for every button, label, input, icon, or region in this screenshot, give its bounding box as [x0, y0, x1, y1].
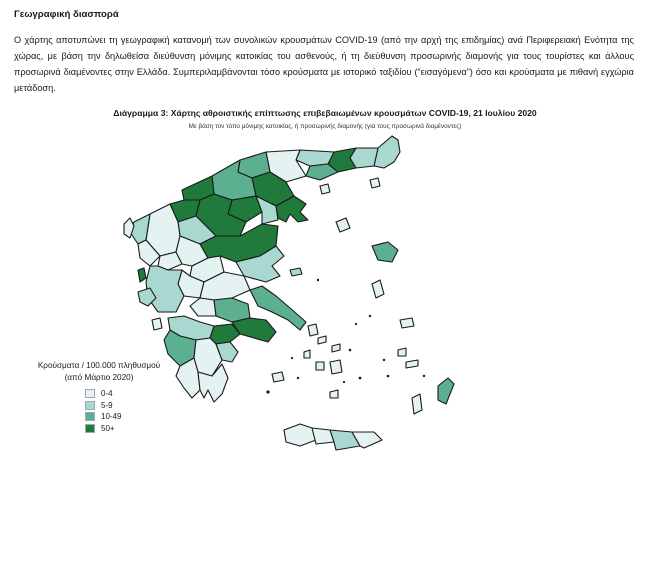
region-fokida — [190, 298, 216, 316]
region-kos — [406, 360, 418, 368]
small-islands — [266, 279, 425, 394]
region-naxos — [330, 360, 342, 374]
region-tinos — [318, 336, 326, 344]
region-thasos — [320, 184, 330, 194]
legend-label: 5-9 — [101, 400, 113, 410]
region-kalymnos — [398, 348, 406, 356]
region-santorini — [330, 390, 338, 398]
legend-swatch — [85, 424, 95, 433]
region-paros — [316, 362, 324, 370]
region-syros — [304, 350, 310, 358]
legend-item — [85, 423, 121, 435]
region-attica — [232, 318, 276, 342]
region-milos — [272, 372, 284, 382]
region-voiotia — [214, 298, 250, 322]
legend-swatch — [85, 412, 95, 421]
section-title: Γεωγραφική διασπορά — [14, 9, 119, 20]
region-lesvos — [372, 242, 398, 262]
legend-title-line1: Κρούσματα / 100.000 πληθυσμού — [37, 361, 161, 370]
region-limnos — [336, 218, 350, 232]
legend-title-line2: (από Μάρτιο 2020) — [64, 373, 134, 382]
body-paragraph: Ο χάρτης αποτυπώνει τη γεωγραφική κατανομή των συνολικών κρουσμάτων COVID-19 (από την αρχή της επιδημίας) ανά Περιφερειακή Ενότητα της χώρας, με βάση την δηλωθείσα διεύθυνση μόνιμης κατοικίας του ασθενούς, ή τη διεύθυνση προσωρινής διαμονής για τους τουρίστες και άλλους προσωρινά διαμένοντες στην Ελλάδα. Συμπεριλαμβάνονται τόσο κρούσματα με ιστορικό ταξιδίου (“εισαγόμενα”) όσο και κρούσματα με πιθανή εγχώρια μετάδοση. — [14, 35, 634, 93]
legend-swatch — [85, 389, 95, 398]
region-zakynthos — [152, 318, 162, 330]
legend-swatch — [85, 401, 95, 410]
region-andros — [308, 324, 318, 336]
legend-item — [85, 411, 121, 423]
region-lefkada — [138, 268, 146, 282]
region-chios — [372, 280, 384, 298]
legend-label: 10-49 — [101, 412, 122, 422]
legend-item — [85, 388, 121, 400]
legend — [85, 388, 121, 434]
region-samothraki — [370, 178, 380, 188]
region-karpathos — [412, 394, 422, 414]
figure-subtitle: Με βάση τον τόπο μόνιμης κατοικίας, ή προσωρινής διαμονής (για τους προσωρινά διαμένοντες) — [188, 123, 462, 130]
legend-item — [85, 400, 121, 412]
region-mykonos — [332, 344, 340, 352]
legend-label: 50+ — [101, 423, 115, 433]
region-evros — [374, 136, 400, 168]
region-rhodes — [438, 378, 454, 404]
region-chania — [284, 424, 316, 446]
figure-title: Διάγραμμα 3: Χάρτης αθροιστικής επίπτωσης επιβεβαιωμένων κρουσμάτων COVID-19, 21 Ιουλίου 2020 — [113, 108, 537, 118]
region-sporades — [290, 268, 302, 276]
legend-title — [14, 360, 184, 384]
legend-label: 0-4 — [101, 389, 113, 399]
region-aitoloakarnania — [146, 266, 184, 312]
region-samos — [400, 318, 414, 328]
